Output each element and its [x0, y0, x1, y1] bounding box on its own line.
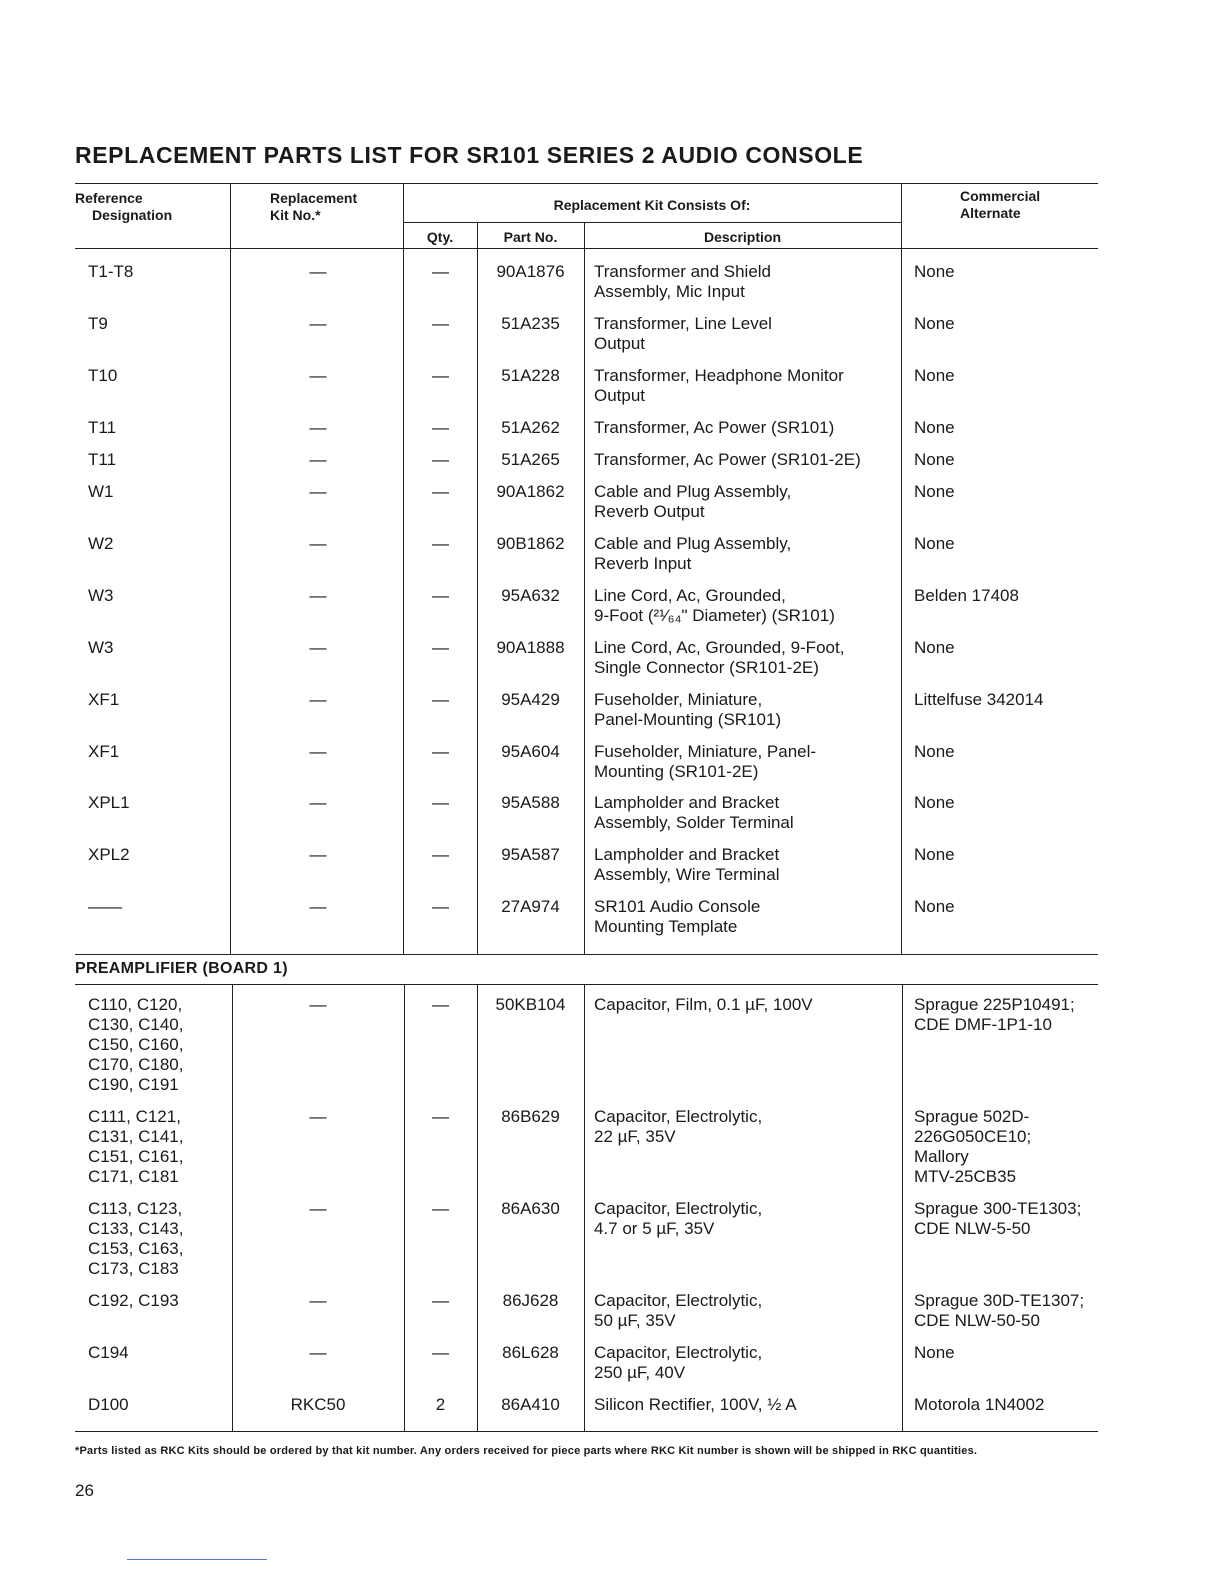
cell-ref: [88, 1343, 129, 1363]
cell-qty: —: [432, 793, 449, 812]
cell-comm: [914, 897, 955, 917]
cell-desc-line: Fuseholder, Miniature, Panel-: [594, 742, 817, 761]
cell-part: 95A429: [501, 690, 560, 709]
cell-desc: [594, 418, 834, 438]
section-title-preamplifier: PREAMPLIFIER (BOARD 1): [75, 960, 288, 977]
cell-desc-line: Reverb Input: [594, 554, 692, 573]
cell-ref-line: C131, C141,: [88, 1127, 184, 1146]
cell-part: 95A588: [501, 793, 560, 812]
cell-ref-line: XPL1: [88, 793, 130, 812]
cell-comm: [914, 1343, 955, 1363]
cell-part: 51A262: [501, 418, 560, 437]
cell-desc-line: 9-Foot (²¹⁄₆₄" Diameter) (SR101): [594, 606, 835, 625]
cell-part: 90A1862: [496, 482, 565, 501]
cell-desc: [594, 638, 844, 678]
cell-desc-line: Cable and Plug Assembly,: [594, 482, 792, 501]
cell-qty: —: [432, 1343, 449, 1362]
cell-comm-line: None: [914, 534, 955, 553]
vrule-comm-s2: [902, 984, 903, 1431]
cell-comm-line: Belden 17408: [914, 586, 1019, 605]
cell-ref-line: XF1: [88, 690, 120, 709]
cell-comm: [914, 262, 955, 282]
cell-qty: —: [432, 897, 449, 916]
cell-desc-line: Transformer, Ac Power (SR101-2E): [594, 450, 861, 469]
cell-comm-line: None: [914, 742, 955, 761]
cell-ref: [88, 262, 133, 282]
cell-desc-line: Lampholder and Bracket: [594, 845, 780, 864]
cell-part: 86A630: [501, 1199, 560, 1218]
cell-desc-line: Cable and Plug Assembly,: [594, 534, 792, 553]
header-commercial-line1: Commercial: [960, 188, 1041, 204]
cell-ref-line: C113, C123,: [88, 1199, 183, 1218]
cell-ref: [88, 1395, 129, 1415]
cell-ref-line: W2: [88, 534, 114, 553]
cell-desc-line: Assembly, Solder Terminal: [594, 813, 794, 832]
cell-desc: [594, 314, 772, 354]
cell-ref-line: T11: [88, 450, 117, 469]
cell-comm-line: Motorola 1N4002: [914, 1395, 1045, 1414]
header-commercial-line2: Alternate: [960, 205, 1021, 221]
header-kit-no: [270, 190, 357, 224]
cell-desc-line: 50 µF, 35V: [594, 1311, 676, 1330]
cell-comm-line: Mallory: [914, 1147, 969, 1166]
cell-comm: [914, 366, 955, 386]
cell-kit: —: [309, 897, 327, 916]
cell-qty: —: [432, 534, 449, 553]
cell-desc: [594, 262, 771, 302]
cell-comm: [914, 1291, 1084, 1331]
cell-comm-line: None: [914, 482, 955, 501]
cell-comm: [914, 314, 955, 334]
cell-desc-line: Transformer, Headphone Monitor: [594, 366, 844, 385]
cell-ref: [88, 314, 108, 334]
cell-ref: [88, 638, 114, 658]
cell-desc-line: Transformer and Shield: [594, 262, 772, 281]
cell-kit: —: [309, 995, 327, 1014]
cell-desc: [594, 845, 779, 885]
cell-desc-line: Output: [594, 334, 646, 353]
cell-desc-line: Transformer, Ac Power (SR101): [594, 418, 835, 437]
cell-desc: [594, 793, 794, 833]
cell-ref-line: T1-T8: [88, 262, 134, 281]
cell-qty: —: [432, 262, 449, 281]
cell-ref-line: C133, C143,: [88, 1219, 184, 1238]
cell-ref-line: C194: [88, 1343, 129, 1362]
cell-kit: —: [309, 366, 327, 385]
cell-qty: 2: [435, 1395, 446, 1414]
cell-ref-line: C173, C183: [88, 1259, 179, 1278]
cell-desc-line: Assembly, Wire Terminal: [594, 865, 780, 884]
cell-desc-line: Mounting Template: [594, 917, 738, 936]
cell-part: 95A604: [501, 742, 560, 761]
cell-part: 90A1888: [496, 638, 565, 657]
cell-qty: —: [432, 638, 449, 657]
cell-comm: [914, 793, 955, 813]
cell-ref: [88, 1107, 183, 1187]
cell-desc-line: Assembly, Mic Input: [594, 282, 745, 301]
cell-part: 51A235: [501, 314, 560, 333]
cell-part: 86A410: [501, 1395, 560, 1414]
cell-ref-line: C150, C160,: [88, 1035, 184, 1054]
vrule-desc-s1: [584, 222, 585, 954]
page-title: REPLACEMENT PARTS LIST FOR SR101 SERIES 2 AUDIO CONSOLE: [75, 142, 864, 168]
cell-desc-line: 4.7 or 5 µF, 35V: [594, 1219, 715, 1238]
cell-comm-line: None: [914, 897, 955, 916]
cell-qty: —: [432, 586, 449, 605]
cell-ref-line: T10: [88, 366, 118, 385]
cell-kit: —: [309, 1343, 327, 1362]
rule-table-bottom: [75, 1431, 1098, 1432]
cell-comm-line: None: [914, 638, 955, 657]
cell-desc-line: Capacitor, Electrolytic,: [594, 1199, 763, 1218]
cell-desc-line: Line Cord, Ac, Grounded,: [594, 586, 786, 605]
vrule-qty-s1: [403, 183, 404, 954]
cell-ref: [88, 742, 119, 762]
cell-qty: —: [432, 690, 449, 709]
cell-kit: —: [309, 314, 327, 333]
header-qty: Qty.: [426, 229, 454, 245]
cell-kit: RKC50: [290, 1395, 346, 1414]
cell-desc: [594, 482, 791, 522]
cell-kit: —: [309, 534, 327, 553]
cell-comm: [914, 482, 955, 502]
cell-comm-line: CDE NLW-5-50: [914, 1219, 1031, 1238]
cell-comm: [914, 1395, 1044, 1415]
cell-comm: [914, 418, 955, 438]
cell-part: 51A228: [501, 366, 560, 385]
cell-kit: —: [309, 1107, 327, 1126]
rule-section2-top: [75, 984, 1098, 985]
cell-qty: —: [432, 482, 449, 501]
cell-kit: —: [309, 586, 327, 605]
cell-comm: [914, 845, 955, 865]
cell-qty: —: [432, 995, 449, 1014]
cell-comm: [914, 1199, 1081, 1239]
cell-ref-line: C111, C121,: [88, 1107, 181, 1126]
header-kit-consists: Replacement Kit Consists Of:: [553, 197, 751, 213]
bottom-link-rule: [127, 1559, 267, 1560]
cell-comm-line: Sprague 502D-: [914, 1107, 1030, 1126]
cell-comm: [914, 995, 1075, 1035]
cell-comm: [914, 638, 955, 658]
cell-ref-line: D100: [88, 1395, 129, 1414]
vrule-desc-s2: [584, 984, 585, 1431]
cell-comm-line: CDE DMF-1P1-10: [914, 1015, 1052, 1034]
cell-part: 27A974: [501, 897, 560, 916]
cell-ref-line: W1: [88, 482, 114, 501]
cell-ref: [88, 1291, 179, 1311]
cell-ref: [88, 534, 114, 554]
cell-desc: [594, 897, 760, 937]
cell-desc-line: Reverb Output: [594, 502, 705, 521]
cell-desc: [594, 690, 781, 730]
cell-ref: [88, 793, 130, 813]
cell-ref-line: T11: [88, 418, 117, 437]
cell-part: 95A587: [501, 845, 560, 864]
header-reference-line2: Designation: [92, 207, 173, 223]
cell-comm-line: CDE NLW-50-50: [914, 1311, 1040, 1330]
cell-kit: —: [309, 742, 327, 761]
cell-ref: [88, 845, 130, 865]
cell-desc: [594, 586, 835, 626]
cell-ref: [88, 482, 114, 502]
cell-desc: [594, 534, 791, 574]
cell-ref: [88, 586, 114, 606]
cell-kit: —: [309, 418, 327, 437]
cell-desc-line: Single Connector (SR101-2E): [594, 658, 819, 677]
cell-comm-line: None: [914, 366, 955, 385]
rule-top: [75, 183, 1098, 184]
cell-comm-line: Sprague 300-TE1303;: [914, 1199, 1082, 1218]
cell-qty: —: [432, 1107, 449, 1126]
cell-comm-line: MTV-25CB35: [914, 1167, 1017, 1186]
header-reference: [75, 190, 172, 224]
cell-desc: [594, 995, 813, 1015]
cell-ref-line: C192, C193: [88, 1291, 179, 1310]
cell-qty: —: [432, 742, 449, 761]
cell-desc-line: Capacitor, Electrolytic,: [594, 1291, 763, 1310]
cell-ref-line: W3: [88, 638, 114, 657]
cell-desc: [594, 1107, 762, 1147]
cell-kit: —: [309, 690, 327, 709]
cell-comm: [914, 742, 955, 762]
cell-kit: —: [309, 262, 327, 281]
header-description: Description: [703, 229, 781, 245]
cell-comm-line: None: [914, 314, 955, 333]
cell-ref-line: T9: [88, 314, 108, 333]
cell-ref-line: XF1: [88, 742, 120, 761]
vrule-kit-s1: [230, 183, 231, 954]
cell-comm: [914, 690, 1044, 710]
header-reference-line1: Reference: [75, 190, 143, 206]
cell-part: 50KB104: [495, 995, 566, 1014]
cell-desc-line: Capacitor, Electrolytic,: [594, 1107, 763, 1126]
cell-desc-line: Lampholder and Bracket: [594, 793, 780, 812]
cell-desc: [594, 742, 816, 782]
footnote: *Parts listed as RKC Kits should be ordered by that kit number. Any orders received for piece parts where RKC Kit number is shown will be shipped in RKC quantities.: [75, 1445, 978, 1457]
cell-comm-line: None: [914, 450, 955, 469]
cell-kit: —: [309, 450, 327, 469]
cell-part: 95A632: [501, 586, 560, 605]
cell-desc-line: Capacitor, Electrolytic,: [594, 1343, 763, 1362]
cell-desc-line: Transformer, Line Level: [594, 314, 772, 333]
cell-ref: [88, 690, 119, 710]
cell-kit: —: [309, 1291, 327, 1310]
cell-ref-line: C153, C163,: [88, 1239, 184, 1258]
cell-ref-line: W3: [88, 586, 114, 605]
cell-part: 90B1862: [496, 534, 565, 553]
page-number: 26: [75, 1481, 94, 1500]
cell-desc-line: 250 µF, 40V: [594, 1363, 686, 1382]
cell-comm: [914, 1107, 1031, 1187]
cell-comm-line: 226G050CE10;: [914, 1127, 1032, 1146]
cell-desc-line: Fuseholder, Miniature,: [594, 690, 763, 709]
cell-part: 90A1876: [496, 262, 565, 281]
cell-kit: —: [309, 638, 327, 657]
cell-comm: [914, 534, 955, 554]
cell-comm-line: Sprague 225P10491;: [914, 995, 1075, 1014]
vrule-comm-s1: [901, 183, 902, 954]
cell-qty: —: [432, 1199, 449, 1218]
cell-qty: —: [432, 1291, 449, 1310]
cell-desc-line: 22 µF, 35V: [594, 1127, 676, 1146]
cell-ref-line: C151, C161,: [88, 1147, 184, 1166]
cell-ref: [88, 995, 183, 1095]
cell-desc-line: Output: [594, 386, 646, 405]
cell-comm-line: None: [914, 793, 955, 812]
cell-comm-line: None: [914, 845, 955, 864]
cell-ref-line: XPL2: [88, 845, 130, 864]
cell-comm-line: None: [914, 418, 955, 437]
cell-ref: [88, 1199, 183, 1279]
cell-ref-line: C171, C181: [88, 1167, 179, 1186]
cell-qty: —: [432, 450, 449, 469]
cell-desc-line: Panel-Mounting (SR101): [594, 710, 782, 729]
cell-kit: —: [309, 482, 327, 501]
cell-ref-line: ——: [88, 897, 122, 916]
cell-desc: [594, 1395, 797, 1415]
cell-desc-line: Mounting (SR101-2E): [594, 762, 759, 781]
cell-ref: [88, 418, 116, 438]
cell-part: 86L628: [502, 1343, 559, 1362]
cell-kit: —: [309, 845, 327, 864]
cell-comm-line: None: [914, 262, 955, 281]
cell-desc-line: Capacitor, Film, 0.1 µF, 100V: [594, 995, 813, 1014]
cell-qty: —: [432, 366, 449, 385]
rule-section1-bottom: [75, 954, 1098, 955]
header-kit-line1: Replacement: [270, 190, 358, 206]
cell-ref-line: C170, C180,: [88, 1055, 184, 1074]
cell-comm-line: Littelfuse 342014: [914, 690, 1044, 709]
cell-desc-line: Silicon Rectifier, 100V, ½ A: [594, 1395, 797, 1414]
cell-ref-line: C110, C120,: [88, 995, 183, 1014]
header-commercial: [960, 188, 1040, 222]
cell-comm-line: None: [914, 1343, 955, 1362]
rule-header-bottom: [75, 248, 1098, 249]
cell-desc: [594, 1343, 762, 1383]
cell-desc-line: Line Cord, Ac, Grounded, 9-Foot,: [594, 638, 845, 657]
cell-ref: [88, 366, 117, 386]
cell-qty: —: [432, 845, 449, 864]
cell-desc: [594, 450, 861, 470]
cell-part: 51A265: [501, 450, 560, 469]
cell-qty: —: [432, 418, 449, 437]
cell-ref: [88, 450, 116, 470]
cell-desc: [594, 1199, 762, 1239]
cell-part: 86B629: [501, 1107, 560, 1126]
cell-ref-line: C190, C191: [88, 1075, 179, 1094]
cell-desc: [594, 1291, 762, 1331]
cell-ref-line: C130, C140,: [88, 1015, 184, 1034]
cell-ref: [88, 897, 122, 917]
header-kit-line2: Kit No.*: [270, 207, 321, 223]
cell-kit: —: [309, 793, 327, 812]
cell-desc-line: SR101 Audio Console: [594, 897, 761, 916]
cell-comm: [914, 450, 955, 470]
cell-comm: [914, 586, 1019, 606]
cell-qty: —: [432, 314, 449, 333]
cell-part: 86J628: [502, 1291, 559, 1310]
cell-comm-line: Sprague 30D-TE1307;: [914, 1291, 1085, 1310]
cell-kit: —: [309, 1199, 327, 1218]
header-part-no: Part No.: [503, 229, 558, 245]
cell-desc: [594, 366, 844, 406]
